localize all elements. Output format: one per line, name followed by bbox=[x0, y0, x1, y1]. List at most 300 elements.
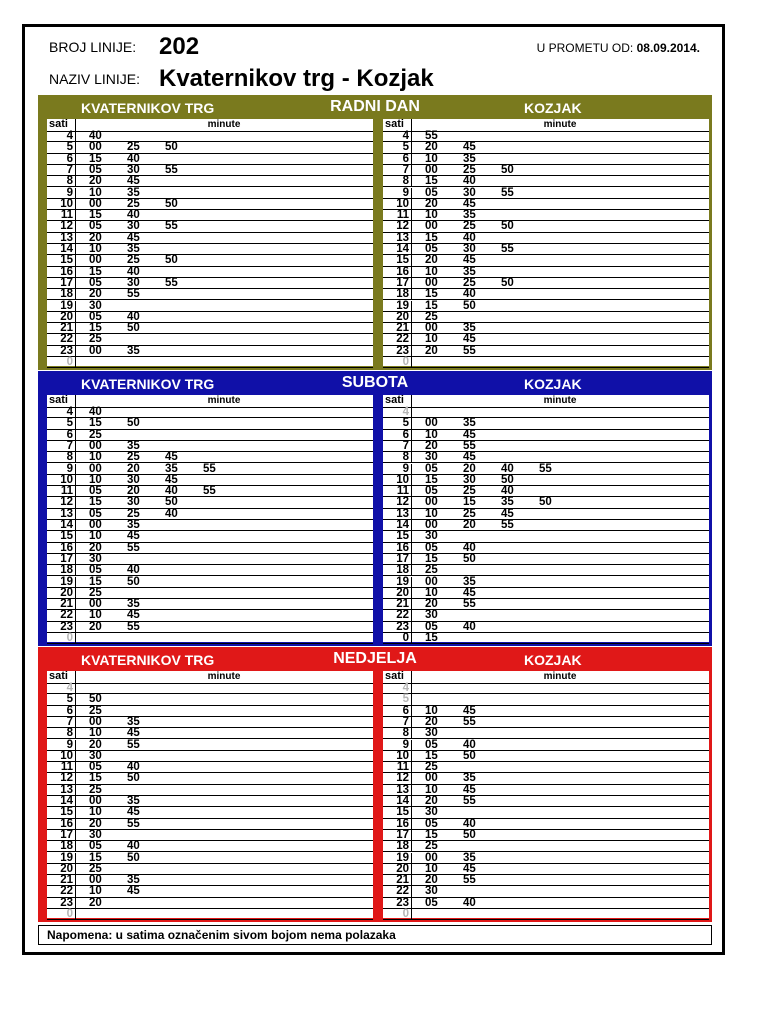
hour-cell: 0 bbox=[66, 632, 73, 644]
day-title: NEDJELJA bbox=[333, 650, 417, 667]
timetable-sheet bbox=[22, 24, 725, 955]
hour-cell: 17 bbox=[396, 552, 409, 565]
column-divider bbox=[75, 267, 76, 277]
hour-cell: 13 bbox=[396, 783, 409, 796]
column-divider bbox=[411, 717, 412, 727]
hour-cell: 6 bbox=[402, 428, 409, 441]
column-divider bbox=[411, 346, 412, 356]
hour-cell: 23 bbox=[396, 620, 409, 633]
right-stop-name: KOZJAK bbox=[524, 100, 582, 116]
minute-cell: 30 bbox=[463, 243, 476, 255]
minute-cell: 45 bbox=[463, 451, 476, 464]
minute-cell: 40 bbox=[501, 462, 514, 475]
minute-cell: 55 bbox=[463, 439, 476, 452]
minute-cell: 40 bbox=[127, 564, 140, 577]
minute-header: minute bbox=[207, 671, 241, 682]
column-divider bbox=[75, 622, 76, 632]
hour-cell: 11 bbox=[60, 761, 73, 774]
column-divider bbox=[411, 441, 412, 451]
minute-cell: 00 bbox=[89, 344, 102, 357]
column-divider bbox=[411, 841, 412, 851]
column-divider bbox=[411, 142, 412, 152]
column-divider bbox=[411, 875, 412, 885]
column-divider bbox=[411, 497, 412, 507]
minute-cell: 10 bbox=[89, 885, 102, 898]
column-divider bbox=[75, 357, 76, 367]
minute-cell: 50 bbox=[127, 575, 140, 588]
minute-cell: 35 bbox=[463, 772, 476, 785]
minute-cell: 50 bbox=[127, 417, 140, 430]
minute-cell: 45 bbox=[127, 727, 140, 740]
minute-cell: 55 bbox=[127, 288, 140, 301]
minute-cell: 35 bbox=[127, 186, 140, 199]
minute-cell: 40 bbox=[127, 840, 140, 853]
minute-cell: 10 bbox=[89, 806, 102, 819]
minute-cell: 25 bbox=[425, 564, 438, 577]
minute-cell: 55 bbox=[127, 620, 140, 633]
column-divider bbox=[411, 531, 412, 541]
minute-cell: 25 bbox=[463, 507, 476, 520]
minute-cell: 15 bbox=[425, 175, 438, 188]
minute-cell: 35 bbox=[463, 417, 476, 430]
hour-cell: 9 bbox=[66, 738, 73, 751]
sati-header: sati bbox=[49, 670, 68, 682]
table-row bbox=[383, 683, 709, 694]
hour-cell: 11 bbox=[396, 761, 409, 774]
minute-cell: 10 bbox=[89, 609, 102, 622]
hour-cell: 21 bbox=[396, 322, 409, 335]
table-row bbox=[383, 633, 709, 644]
minute-cell: 45 bbox=[165, 451, 178, 464]
column-divider bbox=[411, 233, 412, 243]
column-divider bbox=[75, 301, 76, 311]
column-divider bbox=[75, 452, 76, 462]
hour-cell: 11 bbox=[396, 485, 409, 498]
column-divider bbox=[411, 728, 412, 738]
minute-cell: 55 bbox=[501, 519, 514, 531]
minute-cell: 20 bbox=[425, 254, 438, 267]
minute-cell: 10 bbox=[89, 451, 102, 464]
minute-cell: 20 bbox=[89, 288, 102, 301]
minute-cell: 40 bbox=[463, 896, 476, 909]
hour-cell: 12 bbox=[60, 496, 73, 509]
minute-cell: 00 bbox=[89, 519, 102, 531]
minute-cell: 20 bbox=[463, 462, 476, 475]
timetable-panel-kvaternikov-trg bbox=[47, 671, 373, 918]
column-divider bbox=[75, 610, 76, 620]
minute-cell: 10 bbox=[425, 507, 438, 520]
hour-cell: 9 bbox=[402, 462, 409, 475]
minute-cell: 45 bbox=[463, 141, 476, 154]
column-divider bbox=[411, 301, 412, 311]
minute-cell: 25 bbox=[127, 451, 140, 464]
column-divider bbox=[75, 199, 76, 209]
column-divider bbox=[411, 909, 412, 919]
hour-cell: 13 bbox=[60, 783, 73, 796]
minute-cell: 50 bbox=[89, 693, 102, 706]
hour-cell: 9 bbox=[402, 738, 409, 751]
minute-cell: 40 bbox=[165, 507, 178, 520]
minute-cell: 25 bbox=[127, 507, 140, 520]
column-divider bbox=[75, 706, 76, 716]
hour-cell: 4 bbox=[402, 406, 409, 418]
minute-cell: 00 bbox=[425, 575, 438, 588]
hour-cell: 4 bbox=[66, 130, 73, 142]
minute-cell: 15 bbox=[89, 322, 102, 335]
column-divider bbox=[75, 334, 76, 344]
minute-header: minute bbox=[543, 671, 577, 682]
minute-cell: 05 bbox=[425, 620, 438, 633]
hour-cell: 22 bbox=[60, 609, 73, 622]
hour-cell: 14 bbox=[396, 795, 409, 807]
minute-cell: 30 bbox=[127, 220, 140, 233]
minute-cell: 30 bbox=[425, 451, 438, 464]
minute-cell: 10 bbox=[425, 265, 438, 278]
hour-cell: 6 bbox=[402, 704, 409, 717]
column-divider bbox=[411, 819, 412, 829]
hour-cell: 17 bbox=[396, 276, 409, 289]
note-box bbox=[38, 925, 712, 945]
hour-cell: 7 bbox=[66, 163, 73, 176]
minute-cell: 40 bbox=[463, 288, 476, 301]
minute-cell: 40 bbox=[127, 310, 140, 323]
hour-cell: 5 bbox=[66, 417, 73, 430]
hour-cell: 10 bbox=[60, 197, 73, 210]
column-divider bbox=[411, 486, 412, 496]
minute-cell: 20 bbox=[463, 519, 476, 531]
hour-cell: 15 bbox=[60, 806, 73, 819]
column-divider bbox=[75, 154, 76, 164]
column-divider bbox=[411, 796, 412, 806]
minute-cell: 15 bbox=[425, 288, 438, 301]
hour-cell: 19 bbox=[60, 851, 73, 864]
minute-cell: 25 bbox=[463, 220, 476, 233]
hour-cell: 10 bbox=[396, 197, 409, 210]
minute-cell: 00 bbox=[89, 439, 102, 452]
sati-header: sati bbox=[49, 394, 68, 406]
minute-cell: 45 bbox=[463, 428, 476, 441]
minute-cell: 15 bbox=[425, 552, 438, 565]
minute-cell: 55 bbox=[203, 462, 216, 475]
minute-cell: 45 bbox=[463, 254, 476, 267]
minute-cell: 15 bbox=[425, 632, 438, 644]
minute-cell: 45 bbox=[501, 507, 514, 520]
hour-cell: 22 bbox=[396, 333, 409, 346]
minute-cell: 10 bbox=[89, 243, 102, 255]
minute-cell: 20 bbox=[89, 620, 102, 633]
hour-cell: 8 bbox=[66, 451, 73, 464]
hour-cell: 20 bbox=[60, 310, 73, 323]
hour-cell: 17 bbox=[60, 552, 73, 565]
column-divider bbox=[411, 475, 412, 485]
hour-cell: 4 bbox=[66, 406, 73, 418]
minute-cell: 00 bbox=[425, 772, 438, 785]
minute-cell: 45 bbox=[127, 609, 140, 622]
day-title: RADNI DAN bbox=[330, 98, 420, 115]
minute-cell: 55 bbox=[501, 243, 514, 255]
column-divider bbox=[411, 323, 412, 333]
column-divider bbox=[411, 452, 412, 462]
column-divider bbox=[411, 176, 412, 186]
hour-cell: 6 bbox=[66, 152, 73, 165]
minute-cell: 35 bbox=[127, 795, 140, 807]
minute-cell: 30 bbox=[425, 609, 438, 622]
minute-cell: 30 bbox=[425, 885, 438, 898]
minute-cell: 35 bbox=[463, 575, 476, 588]
minute-cell: 40 bbox=[463, 231, 476, 244]
minute-cell: 55 bbox=[165, 276, 178, 289]
column-divider bbox=[75, 773, 76, 783]
column-divider bbox=[75, 898, 76, 908]
hour-cell: 21 bbox=[396, 598, 409, 611]
minute-cell: 10 bbox=[89, 530, 102, 543]
hour-cell: 18 bbox=[60, 564, 73, 577]
hour-cell: 7 bbox=[402, 439, 409, 452]
column-divider bbox=[75, 464, 76, 474]
column-divider bbox=[411, 407, 412, 417]
column-divider bbox=[75, 740, 76, 750]
minute-cell: 30 bbox=[463, 186, 476, 199]
minute-cell: 55 bbox=[127, 738, 140, 751]
hour-cell: 5 bbox=[66, 141, 73, 154]
minute-cell: 15 bbox=[89, 209, 102, 222]
minute-cell: 40 bbox=[127, 761, 140, 774]
minute-cell: 30 bbox=[127, 163, 140, 176]
minute-cell: 15 bbox=[425, 473, 438, 486]
column-divider bbox=[75, 407, 76, 417]
column-divider bbox=[411, 464, 412, 474]
minute-cell: 00 bbox=[89, 598, 102, 611]
hour-cell: 21 bbox=[396, 874, 409, 887]
minute-cell: 45 bbox=[165, 473, 178, 486]
column-divider bbox=[411, 785, 412, 795]
column-divider bbox=[75, 819, 76, 829]
hour-cell: 7 bbox=[66, 439, 73, 452]
column-divider bbox=[411, 210, 412, 220]
hour-cell: 11 bbox=[60, 209, 73, 222]
table-row bbox=[383, 357, 709, 368]
column-divider bbox=[75, 577, 76, 587]
minute-cell: 00 bbox=[425, 322, 438, 335]
hour-cell: 23 bbox=[60, 896, 73, 909]
line-number-value: 202 bbox=[159, 33, 200, 60]
table-row bbox=[47, 357, 373, 368]
minute-cell: 20 bbox=[89, 231, 102, 244]
minute-cell: 35 bbox=[165, 462, 178, 475]
minute-cell: 05 bbox=[425, 186, 438, 199]
minute-cell: 05 bbox=[425, 896, 438, 909]
column-divider bbox=[75, 418, 76, 428]
minute-cell: 25 bbox=[89, 333, 102, 346]
minute-cell: 50 bbox=[501, 163, 514, 176]
hour-cell: 16 bbox=[60, 817, 73, 830]
minute-cell: 40 bbox=[127, 265, 140, 278]
minute-cell: 25 bbox=[425, 840, 438, 853]
column-divider bbox=[411, 577, 412, 587]
hour-cell: 13 bbox=[396, 507, 409, 520]
column-divider bbox=[411, 543, 412, 553]
minute-header: minute bbox=[207, 395, 241, 406]
hour-cell: 5 bbox=[66, 693, 73, 706]
column-divider bbox=[411, 565, 412, 575]
timetable-panel-kozjak bbox=[383, 671, 709, 918]
column-divider bbox=[75, 520, 76, 530]
minute-cell: 25 bbox=[425, 761, 438, 774]
hour-cell: 9 bbox=[66, 462, 73, 475]
valid-from bbox=[537, 41, 700, 55]
hour-cell: 14 bbox=[396, 519, 409, 531]
table-row bbox=[383, 909, 709, 920]
minute-header: minute bbox=[543, 395, 577, 406]
minute-cell: 05 bbox=[89, 840, 102, 853]
column-divider bbox=[411, 599, 412, 609]
minute-cell: 10 bbox=[425, 428, 438, 441]
column-divider bbox=[411, 255, 412, 265]
minute-cell: 55 bbox=[463, 598, 476, 611]
column-divider bbox=[75, 796, 76, 806]
minute-cell: 55 bbox=[203, 485, 216, 498]
minute-cell: 40 bbox=[89, 130, 102, 142]
sati-header: sati bbox=[385, 670, 404, 682]
section-header bbox=[41, 650, 709, 670]
minute-cell: 25 bbox=[463, 485, 476, 498]
minute-cell: 35 bbox=[127, 344, 140, 357]
table-row bbox=[47, 346, 373, 357]
column-divider bbox=[411, 773, 412, 783]
hour-cell: 21 bbox=[60, 322, 73, 335]
hour-cell: 4 bbox=[402, 130, 409, 142]
minute-cell: 15 bbox=[89, 417, 102, 430]
column-divider bbox=[75, 312, 76, 322]
minute-cell: 00 bbox=[89, 197, 102, 210]
minute-cell: 35 bbox=[463, 322, 476, 335]
minute-cell: 45 bbox=[463, 704, 476, 717]
hour-cell: 14 bbox=[396, 243, 409, 255]
hour-cell: 0 bbox=[402, 356, 409, 368]
column-divider bbox=[75, 165, 76, 175]
minute-cell: 40 bbox=[89, 406, 102, 418]
hour-cell: 12 bbox=[60, 220, 73, 233]
hour-cell: 22 bbox=[60, 333, 73, 346]
valid-from-date: 08.09.2014. bbox=[636, 41, 700, 55]
hour-cell: 8 bbox=[402, 727, 409, 740]
minute-cell: 00 bbox=[425, 496, 438, 509]
hour-cell: 7 bbox=[66, 715, 73, 728]
column-divider bbox=[75, 543, 76, 553]
column-divider bbox=[411, 357, 412, 367]
hour-cell: 15 bbox=[396, 254, 409, 267]
minute-cell: 00 bbox=[89, 462, 102, 475]
table-row bbox=[47, 622, 373, 633]
minute-cell: 00 bbox=[89, 795, 102, 807]
minute-cell: 30 bbox=[425, 727, 438, 740]
minute-cell: 35 bbox=[127, 439, 140, 452]
minute-cell: 25 bbox=[89, 704, 102, 717]
column-divider bbox=[411, 131, 412, 141]
minute-cell: 00 bbox=[425, 163, 438, 176]
note-text: Napomena: u satima označenim sivom bojom nema polazaka bbox=[47, 928, 396, 942]
line-name-label: NAZIV LINIJE: bbox=[49, 71, 141, 87]
hour-cell: 8 bbox=[66, 175, 73, 188]
minute-cell: 55 bbox=[425, 130, 438, 142]
minute-cell: 00 bbox=[425, 417, 438, 430]
minute-cell: 25 bbox=[425, 310, 438, 323]
column-divider bbox=[411, 312, 412, 322]
table-row bbox=[47, 633, 373, 644]
minute-cell: 15 bbox=[425, 749, 438, 762]
table-row bbox=[383, 346, 709, 357]
minute-cell: 50 bbox=[165, 496, 178, 509]
column-divider bbox=[411, 520, 412, 530]
column-divider bbox=[75, 762, 76, 772]
column-divider bbox=[411, 807, 412, 817]
minute-cell: 25 bbox=[463, 276, 476, 289]
minute-cell: 30 bbox=[425, 806, 438, 819]
minute-cell: 35 bbox=[463, 265, 476, 278]
column-divider bbox=[75, 210, 76, 220]
minute-cell: 30 bbox=[425, 530, 438, 543]
hour-cell: 0 bbox=[66, 356, 73, 368]
hour-cell: 13 bbox=[60, 231, 73, 244]
hour-cell: 17 bbox=[60, 276, 73, 289]
sati-header: sati bbox=[49, 118, 68, 130]
minute-cell: 45 bbox=[463, 333, 476, 346]
hour-cell: 19 bbox=[396, 575, 409, 588]
minute-cell: 00 bbox=[89, 874, 102, 887]
minute-cell: 05 bbox=[425, 817, 438, 830]
minute-cell: 10 bbox=[89, 186, 102, 199]
column-divider bbox=[411, 898, 412, 908]
hour-cell: 20 bbox=[60, 586, 73, 599]
minute-cell: 50 bbox=[463, 828, 476, 841]
minute-cell: 20 bbox=[425, 197, 438, 210]
minute-cell: 45 bbox=[463, 783, 476, 796]
minute-cell: 20 bbox=[89, 817, 102, 830]
column-divider bbox=[411, 751, 412, 761]
column-divider bbox=[75, 346, 76, 356]
minute-cell: 25 bbox=[89, 862, 102, 875]
minute-cell: 00 bbox=[425, 276, 438, 289]
column-divider bbox=[75, 441, 76, 451]
minute-cell: 20 bbox=[89, 896, 102, 909]
hour-cell: 20 bbox=[396, 586, 409, 599]
hour-cell: 15 bbox=[396, 530, 409, 543]
minute-cell: 50 bbox=[127, 851, 140, 864]
minute-cell: 20 bbox=[425, 874, 438, 887]
column-divider bbox=[75, 683, 76, 693]
hour-cell: 23 bbox=[60, 620, 73, 633]
minute-cell: 35 bbox=[501, 496, 514, 509]
left-stop-name: KVATERNIKOV TRG bbox=[81, 100, 215, 116]
column-divider bbox=[411, 188, 412, 198]
minute-cell: 55 bbox=[127, 817, 140, 830]
minute-cell: 10 bbox=[425, 152, 438, 165]
hour-cell: 12 bbox=[60, 772, 73, 785]
hour-cell: 8 bbox=[402, 451, 409, 464]
minute-cell: 05 bbox=[89, 276, 102, 289]
minute-cell: 35 bbox=[463, 851, 476, 864]
hour-cell: 20 bbox=[396, 862, 409, 875]
column-divider bbox=[75, 486, 76, 496]
hour-cell: 16 bbox=[60, 541, 73, 554]
column-divider bbox=[75, 531, 76, 541]
hour-cell: 10 bbox=[60, 473, 73, 486]
hour-cell: 7 bbox=[402, 715, 409, 728]
minute-cell: 00 bbox=[89, 254, 102, 267]
column-divider bbox=[75, 289, 76, 299]
column-divider bbox=[411, 418, 412, 428]
hour-cell: 5 bbox=[402, 693, 409, 706]
